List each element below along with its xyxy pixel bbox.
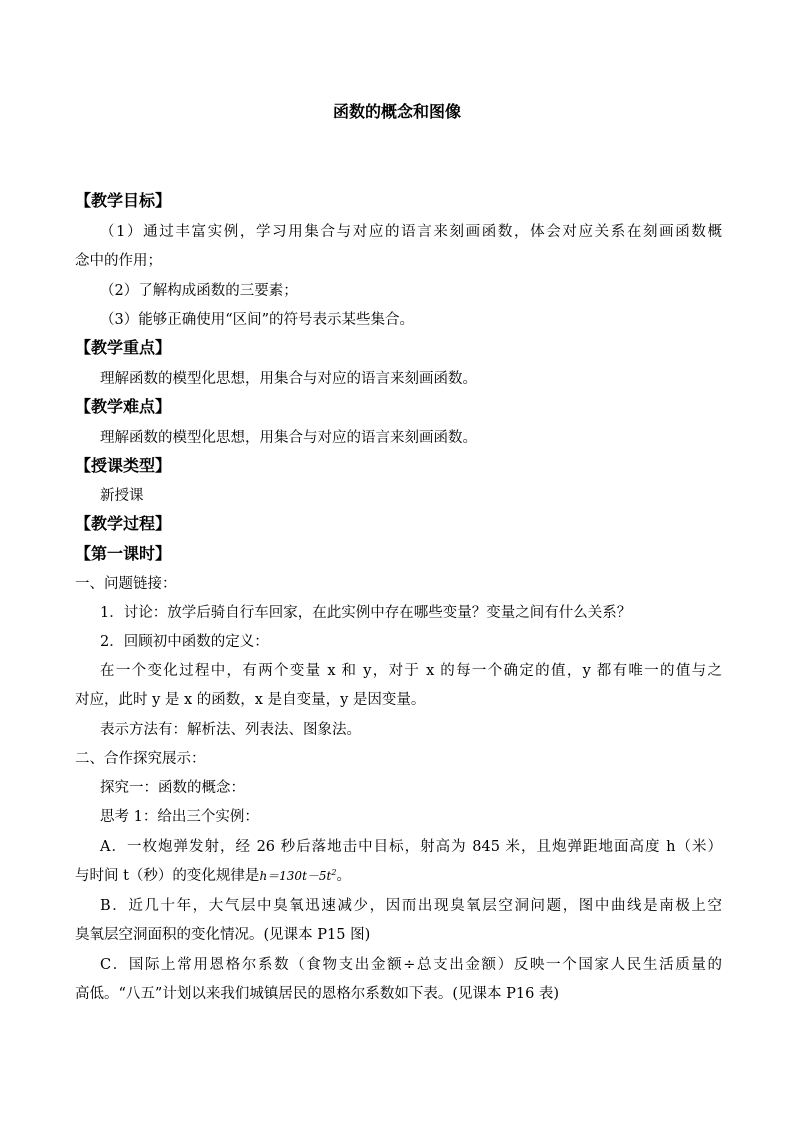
height-formula: $h=130t-5t^2$ <box>259 868 337 883</box>
section-1-title: 一、问题链接： <box>75 576 177 592</box>
example-c-line-2: 高低。“八五”计划以来我们城镇居民的恩格尔系数如下表。(见课本 P16 表) <box>75 986 560 1002</box>
example-c-line-1: C．国际上常用恩格尔系数（食物支出金额÷总支出金额）反映一个国家人民生活质量的 <box>100 957 722 973</box>
page-title: 函数的概念和图像 <box>332 102 461 121</box>
goal-item-1-line-1: （1）通过丰富实例，学习用集合与对应的语言来刻画函数，体会对应关系在刻画函数概 <box>100 224 722 240</box>
example-b-line-1: B．近几十年，大气层中臭氧迅速减少，因而出现臭氧层空洞问题，图中曲线是南极上空 <box>100 898 722 914</box>
lesson-type-heading: 【授课类型】 <box>75 456 172 475</box>
goals-heading: 【教学目标】 <box>75 191 172 210</box>
example-a-line-2-prefix: 与时间 t（秒）的变化规律是 <box>75 868 260 884</box>
process-heading: 【教学过程】 <box>75 514 172 533</box>
example-a-line-1: A．一枚炮弹发射，经 26 秒后落地击中目标，射高为 845 米，且炮弹距地面高度 h（米） <box>100 839 722 855</box>
key-points-heading: 【教学重点】 <box>75 338 172 357</box>
goal-item-2: （2）了解构成函数的三要素； <box>100 283 298 299</box>
goal-item-3: （3）能够正确使用“区间”的符号表示某些集合。 <box>100 312 415 328</box>
lesson-type-text: 新授课 <box>100 488 144 504</box>
definition-line-1: 在一个变化过程中，有两个变量 x 和 y，对于 x 的每一个确定的值，y 都有唯一的值与之 <box>100 663 722 679</box>
difficulties-text: 理解函数的模型化思想，用集合与对应的语言来刻画函数。 <box>100 430 477 446</box>
section-2-title: 二、合作探究展示： <box>75 751 206 767</box>
section-1-item-2: 2．回顾初中函数的定义： <box>100 634 269 650</box>
key-points-text: 理解函数的模型化思想，用集合与对应的语言来刻画函数。 <box>100 371 477 387</box>
example-a-line-2-suffix: 。 <box>336 868 351 884</box>
representation-methods: 表示方法有：解析法、列表法、图象法。 <box>100 722 361 738</box>
definition-line-2: 对应，此时 y 是 x 的函数，x 是自变量，y 是因变量。 <box>75 692 426 708</box>
example-a-line-2 <box>75 866 351 886</box>
first-period-heading: 【第一课时】 <box>75 544 172 563</box>
think-1: 思考 1：给出三个实例： <box>100 809 259 825</box>
difficulties-heading: 【教学难点】 <box>75 397 172 416</box>
goal-item-1-line-2: 念中的作用； <box>75 253 162 269</box>
example-b-line-2: 臭氧层空洞面积的变化情况。(见课本 P15 图) <box>75 927 371 943</box>
explore-1: 探究一：函数的概念： <box>100 780 245 796</box>
section-1-item-1: 1．讨论：放学后骑自行车回家，在此实例中存在哪些变量？变量之间有什么关系？ <box>100 605 632 621</box>
